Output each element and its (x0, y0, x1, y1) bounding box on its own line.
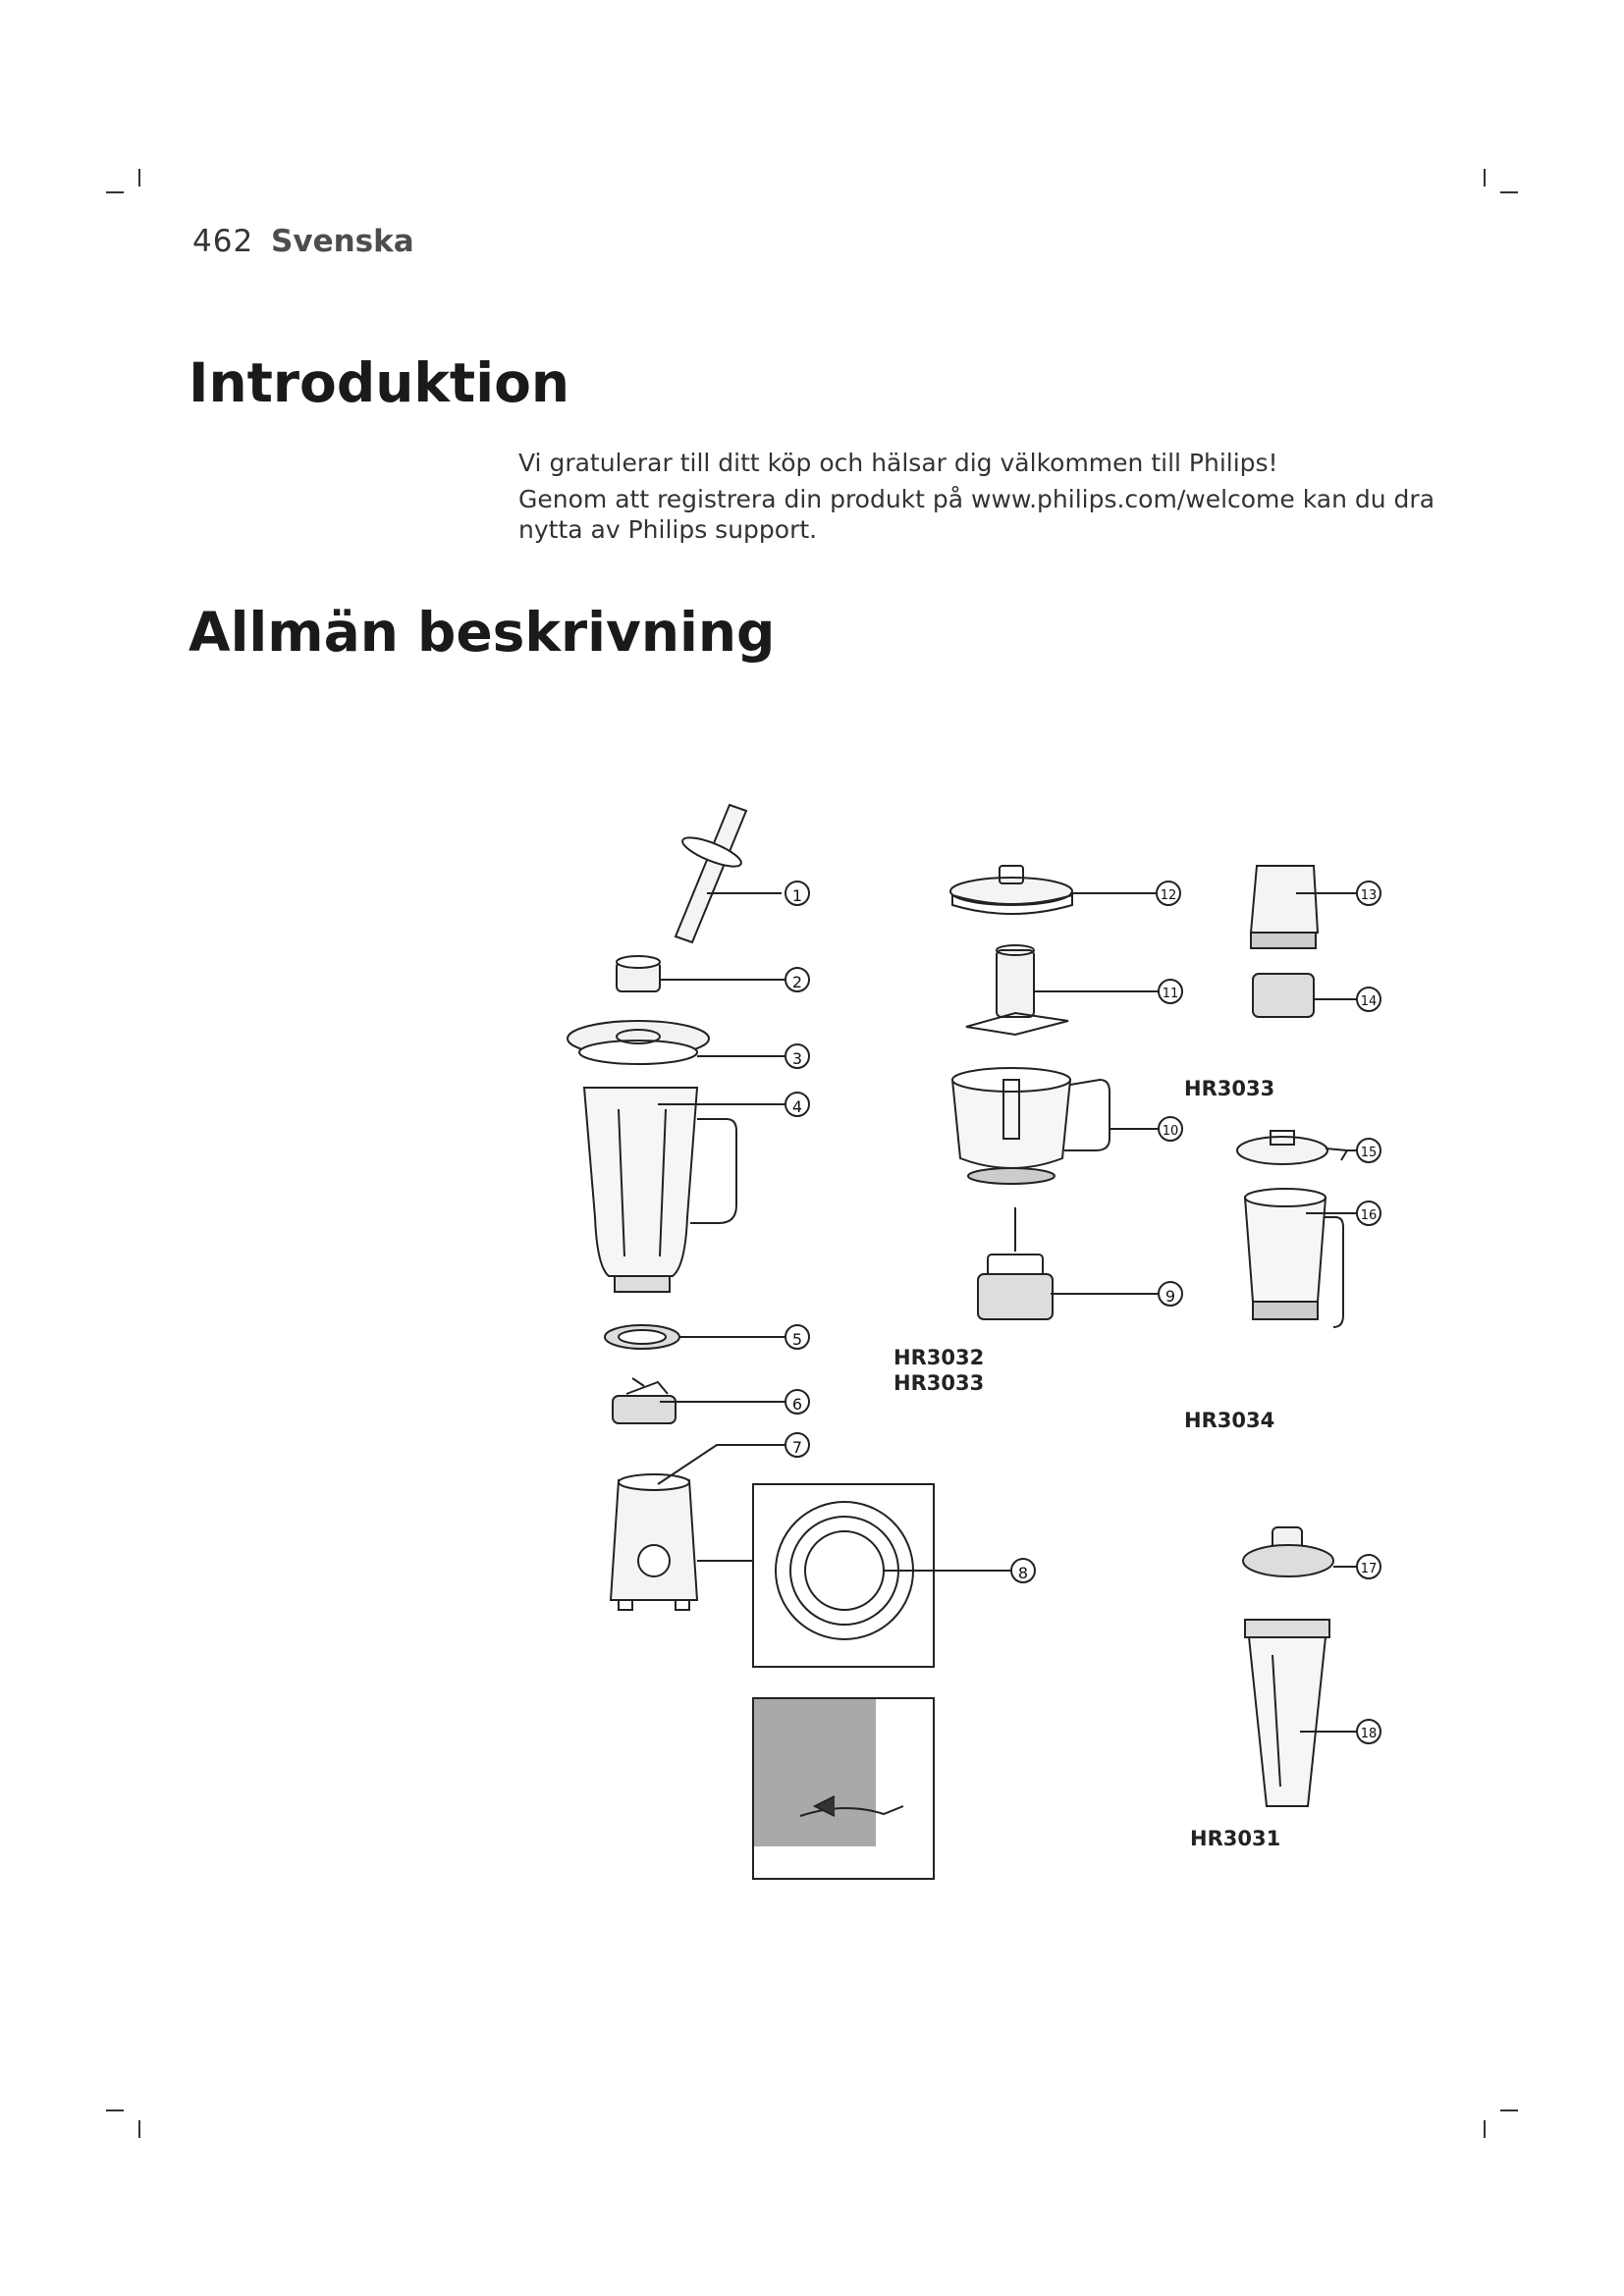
callout-4: 4 (791, 1097, 803, 1116)
callout-11: 11 (1162, 987, 1179, 1001)
callout-6: 6 (791, 1395, 803, 1414)
callout-17: 17 (1360, 1562, 1378, 1576)
blender-jar-illustration (584, 1088, 736, 1292)
page-header (192, 224, 414, 259)
model-label-hr3031: HR3031 (1190, 1827, 1281, 1850)
product-diagram (550, 785, 1434, 1904)
callout-5: 5 (791, 1330, 803, 1349)
callout-1: 1 (791, 886, 803, 905)
introduction-text (518, 448, 1441, 551)
intro-paragraph-2: Genom att registrera din produkt på www.philips.com/welcome kan du dra nytta av Philips support. (518, 485, 1435, 544)
callout-7: 7 (791, 1438, 803, 1457)
page-number: 462 (192, 224, 254, 259)
model-label-hr3033-grinder: HR3033 (1184, 1077, 1275, 1100)
intro-paragraph-1: Vi gratulerar till ditt köp och hälsar dig välkommen till Philips! (518, 449, 1278, 477)
callout-3: 3 (791, 1049, 803, 1068)
callout-8: 8 (1017, 1564, 1029, 1582)
blade-assembly-illustration (978, 1207, 1053, 1319)
grinder-blade-illustration (1253, 974, 1314, 1017)
callout-14: 14 (1360, 994, 1378, 1009)
mill-jar-illustration (1245, 1189, 1343, 1327)
callout-18: 18 (1360, 1727, 1378, 1741)
language-label: Svenska (271, 224, 414, 259)
model-label-hr3033-chopper: HR3033 (893, 1371, 985, 1395)
callout-13: 13 (1360, 888, 1378, 903)
tamper-illustration (676, 805, 746, 942)
mill-lid-illustration (1237, 1137, 1327, 1164)
grinder-jar-illustration (1251, 866, 1318, 933)
motor-unit-illustration (611, 1474, 697, 1610)
general-description-heading: Allmän beskrivning (189, 601, 776, 664)
callout-2: 2 (791, 973, 803, 991)
chopper-blade-illustration (966, 945, 1068, 1035)
introduction-heading: Introduktion (189, 351, 570, 414)
chopper-bowl-illustration (952, 1068, 1110, 1184)
callout-10: 10 (1162, 1124, 1179, 1139)
chopper-lid-illustration (950, 878, 1072, 905)
callout-9: 9 (1164, 1287, 1176, 1306)
model-label-hr3032: HR3032 (893, 1346, 985, 1369)
bottle-lid-illustration (1243, 1527, 1333, 1576)
model-label-hr3034: HR3034 (1184, 1409, 1275, 1432)
drinking-bottle-illustration (1245, 1620, 1329, 1806)
callout-15: 15 (1360, 1146, 1378, 1160)
callout-16: 16 (1360, 1208, 1378, 1223)
callout-12: 12 (1160, 888, 1177, 903)
